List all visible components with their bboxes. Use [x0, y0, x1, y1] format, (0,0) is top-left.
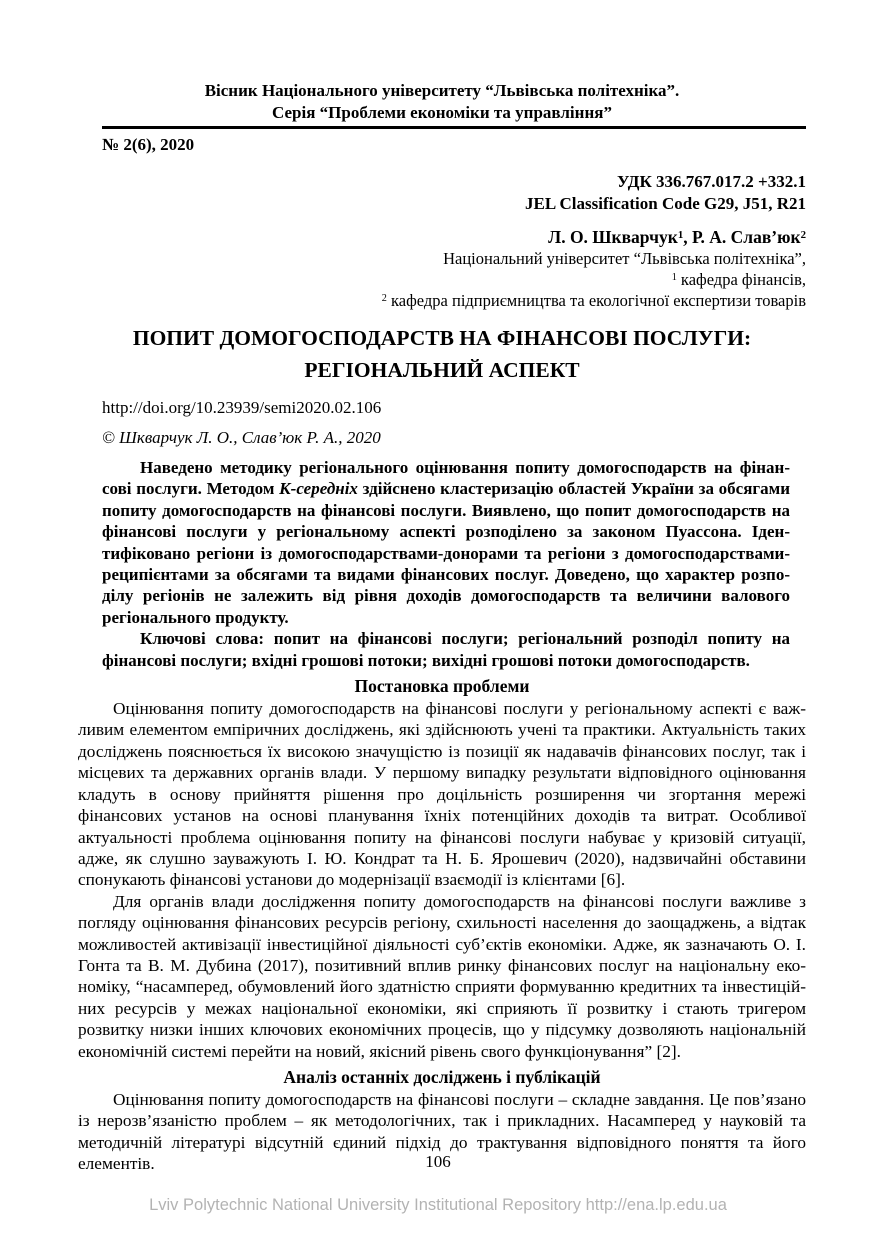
department-2-label: кафедра підприємництва та екологічної експертизи товарів: [386, 291, 806, 310]
author-name-2: Р. А. Слав’юк: [691, 227, 801, 247]
authors-department-2: [78, 290, 806, 311]
page-number: 106: [425, 1152, 451, 1171]
article-title: [78, 322, 806, 386]
article-title-line-2: РЕГІОНАЛЬНИЙ АСПЕКТ: [304, 358, 580, 382]
keywords-label: Ключові слова:: [140, 629, 264, 649]
author-separator: ,: [683, 227, 692, 247]
journal-header: [78, 80, 806, 124]
copyright-line: © Шкварчук Л. О., Слав’юк Р. А., 2020: [102, 428, 381, 447]
article-title-line-1: ПОПИТ ДОМОГОСПОДАРСТВ НА ФІНАНСОВІ ПОСЛУГИ:: [132, 326, 752, 350]
body-paragraph: Оцінювання попиту домогосподарств на фінансові послуги – складне завдання. Це пов’язано із нерозв’язаністю проблем – як методологічних, так і прикладних. Насамперед у науковій та методичній літературі відсутній єдиний підхід до трактування відповідного поняття та його елементів.: [78, 1089, 806, 1174]
authors-block: [78, 227, 806, 311]
authors-line: [78, 227, 806, 248]
udc-code: УДК 336.767.017.2 +332.1: [617, 172, 806, 191]
section-heading-problem-statement: Постановка проблеми: [354, 676, 530, 697]
abstract-part-2: здійснено кластеризацію областей України за обсягами попиту домогосподарств на фінансові послуги. Виявлено, що попит домогосподарств на фінансові послуги у регіональному аспекті розподілено за законом Пуассона. Ідентифіковано регіони із домогосподарствами-донорами та регіони з домогосподарствами-реципієнтами за обсягами та видами фінансових послуг. Доведено, що характер розподілу регіонів не залежить від рівня доходів домогосподарств та величини валового регіонального продукту.: [102, 479, 790, 627]
author-affiliation-marker-2: 2: [800, 229, 806, 242]
journal-title: Вісник Національного університету “Львівська політехніка”.: [204, 81, 680, 100]
repository-footer: Lviv Polytechnic National University Institutional Repository http://ena.lp.edu.ua: [149, 1196, 727, 1214]
body-paragraph: Оцінювання попиту домогосподарств на фінансові послуги у регіональному аспекті є важливим елементом емпіричних досліджень, які здійснюють учені та практики. Актуальність таких досліджень пояснюється їх високою значущістю із позиції як надавачів фінансових послуг, так і місцевих та державних органів влади. У першому випадку результати відповідного оцінювання кладуть в основу прийняття рішення про доцільність розширення чи згортання мережі фінансових установ на основі планування їхніх потенційних доходів та витрат. Особливої актуальності проблема оцінювання попиту на фінансові послуги набуває у кризовій ситуації, адже, як слушно зауважують І. Ю. Кондрат та Н. Б. Ярошевич (2020), надзвичайні обставини спонукають фінансові установи до модернізації взаємодії із клієнтами [6].: [78, 699, 806, 890]
author-affiliation-marker-1: 1: [677, 229, 684, 242]
author-name-1: Л. О. Шкварчук: [548, 227, 678, 247]
body-paragraph: Для органів влади дослідження попиту домогосподарств на фінансові послуги важливе з погляду оцінювання фінансових ресурсів регіону, схильності населення до заощаджень, а відтак можливостей активізації інвестиційної діяльності суб’єктів економіки. Адже, як зазначають О. І. Гонта та В. М. Дубина (2017), позитивний вплив ринку фінансових послуг на національну економіку, “насамперед, обумовлений його здатністю сприяти формуванню кредитних та інвестиційних ресурсів у межах національної економіки, які сприяють її розвитку і стають тригером розвитку низки інших ключових економічних процесів, що у підсумку дозволяють національній економічній системі перейти на новий, якісний рівень свого функціонування” [2].: [78, 891, 806, 1061]
header-rule: [102, 126, 806, 129]
abstract-method-term: К-середніх: [279, 479, 358, 499]
abstract-keywords: [102, 628, 790, 671]
classification-block: [78, 171, 806, 215]
department-2-marker: 2: [381, 293, 387, 305]
issue-number: № 2(6), 2020: [102, 135, 195, 154]
authors-affiliation: Національний університет “Львівська політехніка”,: [443, 249, 806, 268]
jel-code: JEL Classification Code G29, J51, R21: [525, 194, 806, 213]
journal-series: Серія “Проблеми економіки та управління”: [272, 103, 612, 122]
section-heading-literature-review: Аналіз останніх досліджень і публікацій: [283, 1066, 601, 1087]
department-1-label: кафедра фінансів,: [676, 270, 806, 289]
abstract-text: [102, 457, 790, 628]
department-1-marker: 1: [671, 272, 677, 284]
doi-link[interactable]: http://doi.org/10.23939/semi2020.02.106: [102, 398, 382, 417]
keywords-text: попит на фінансові послуги; регіональний розподіл попиту на фінансові послуги; вхідні грошові потоки; вихідні грошові потоки домогосподарств.: [102, 629, 790, 670]
abstract-block: [102, 457, 790, 671]
authors-department-1: [78, 269, 806, 290]
abstract-part-1: Наведено методику регіонального оцінювання попиту домогосподарств на фінансові послуги. Методом: [102, 458, 790, 499]
